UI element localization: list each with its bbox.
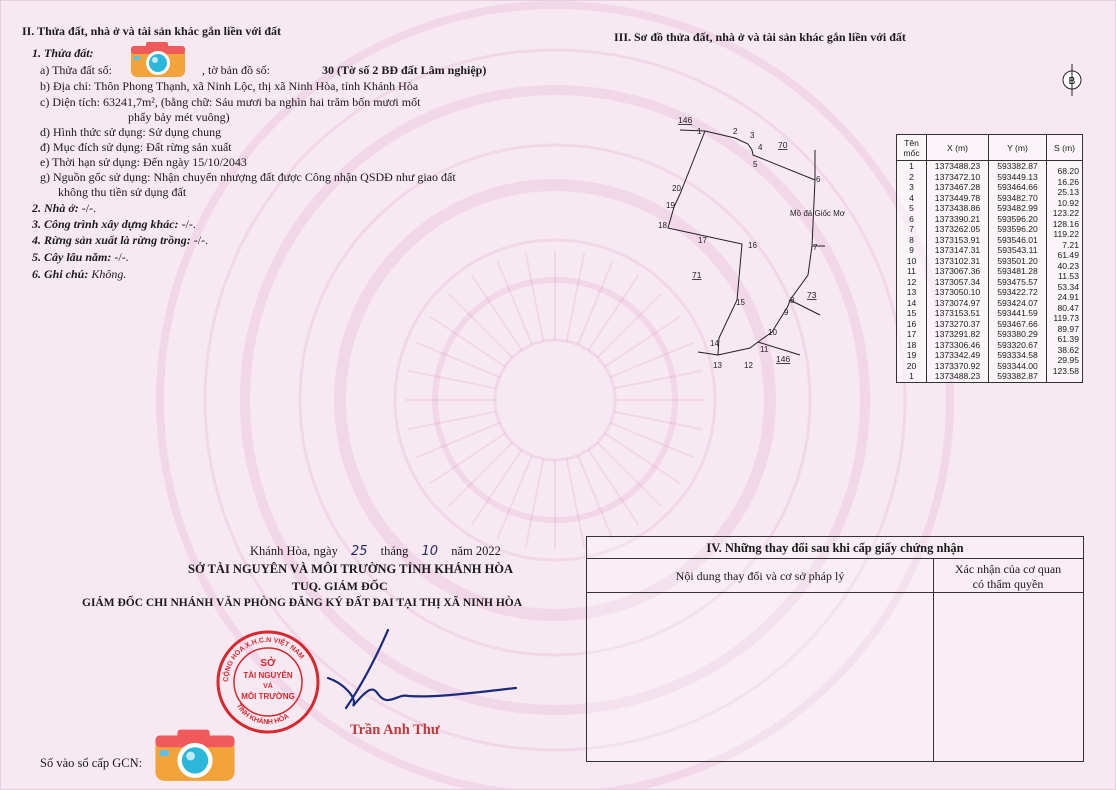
col-confirmation-line-2: có thẩm quyền bbox=[972, 577, 1044, 591]
cell-marker: 15 bbox=[897, 308, 927, 319]
cell-marker: 16 bbox=[897, 319, 927, 330]
cell-marker: 18 bbox=[897, 340, 927, 351]
coordinate-table bbox=[896, 134, 1083, 383]
map-label-146-top: 146 bbox=[678, 115, 693, 125]
cell-s: 40.23 bbox=[1047, 261, 1083, 272]
date-month-label: tháng bbox=[380, 544, 409, 558]
cell-y: 593449.13 bbox=[989, 172, 1047, 183]
cell-s: 123.58 bbox=[1047, 366, 1083, 377]
cell-marker: 6 bbox=[897, 214, 927, 225]
cell-s: 11.53 bbox=[1047, 271, 1083, 282]
vertex-label: 6 bbox=[816, 175, 821, 184]
cell-y: 593424.07 bbox=[989, 298, 1047, 309]
item-2-value: -/-. bbox=[78, 201, 97, 215]
cell-s: 29.95 bbox=[1047, 355, 1083, 366]
camera-sticker-icon bbox=[154, 729, 236, 783]
cell-x: 1373370.92 bbox=[927, 361, 989, 372]
cell-y: 593320.67 bbox=[989, 340, 1047, 351]
cell-x: 1373153.51 bbox=[927, 308, 989, 319]
item-3-label: 3. Công trình xây dựng khác: bbox=[32, 217, 179, 231]
item-6-label: 6. Ghi chú: bbox=[32, 267, 89, 281]
date-prefix: Khánh Hòa, ngày bbox=[250, 544, 338, 558]
table-row bbox=[897, 161, 1083, 172]
vertex-label: 20 bbox=[672, 184, 681, 193]
vertex-label: 9 bbox=[784, 308, 789, 317]
cell-s: 61.49 bbox=[1047, 250, 1083, 261]
item-5-value: -/-. bbox=[111, 250, 129, 264]
vertex-label: 2 bbox=[733, 127, 738, 136]
cell-marker: 17 bbox=[897, 329, 927, 340]
cell-y: 593380.29 bbox=[989, 329, 1047, 340]
col-s: S (m) bbox=[1047, 135, 1083, 161]
cell-s: 128.16 bbox=[1047, 219, 1083, 230]
item-3 bbox=[32, 217, 196, 232]
cell-y: 593501.20 bbox=[989, 256, 1047, 267]
cell-x: 1373270.37 bbox=[927, 319, 989, 330]
cell-y: 593467.66 bbox=[989, 319, 1047, 330]
col-marker: Tên mốc bbox=[897, 135, 927, 161]
item-1-label: 1. Thửa đất: bbox=[32, 46, 94, 60]
cell-x: 1373438.86 bbox=[927, 203, 989, 214]
cell-x: 1373147.31 bbox=[927, 245, 989, 256]
item-6-value: Không. bbox=[88, 267, 127, 281]
cell-s: 89.97 bbox=[1047, 324, 1083, 335]
stamp-line-4: MÔI TRƯỜNG bbox=[241, 692, 295, 701]
cell-s: 38.62 bbox=[1047, 345, 1083, 356]
cell-s: 7.21 bbox=[1047, 240, 1083, 251]
vertex-label: 15 bbox=[736, 298, 745, 307]
cell-x: 1373342.49 bbox=[927, 350, 989, 361]
cell-marker: 13 bbox=[897, 287, 927, 298]
cell-y: 593543.11 bbox=[989, 245, 1047, 256]
cell-y: 593481.28 bbox=[989, 266, 1047, 277]
cell-y: 593475.57 bbox=[989, 277, 1047, 288]
vertex-label: 18 bbox=[658, 221, 667, 230]
parcel-map bbox=[640, 110, 860, 380]
map-label-73: 73 bbox=[807, 290, 817, 300]
cell-y: 593441.59 bbox=[989, 308, 1047, 319]
area-line-2: phẩy bảy mét vuông) bbox=[128, 110, 230, 124]
col-confirmation bbox=[933, 562, 1083, 592]
cell-marker: 3 bbox=[897, 182, 927, 193]
cell-s: 16.26 bbox=[1047, 177, 1083, 188]
vertex-label: 5 bbox=[753, 160, 758, 169]
cell-y: 593344.00 bbox=[989, 361, 1047, 372]
date-year: năm 2022 bbox=[451, 544, 501, 558]
item-3-value: -/-. bbox=[178, 217, 196, 231]
parcel-number-label: a) Thửa đất số: bbox=[40, 63, 112, 77]
stamp-ring-text: CỘNG HÒA X.H.C.N VIỆT NAM bbox=[222, 636, 305, 683]
cell-x: 1373074.97 bbox=[927, 298, 989, 309]
section-4-title: IV. Những thay đổi sau khi cấp giấy chứng nhận bbox=[587, 537, 1083, 559]
cell-marker: 12 bbox=[897, 277, 927, 288]
stamp-line-2: TÀI NGUYÊN bbox=[243, 671, 293, 680]
cell-s: 119.22 bbox=[1047, 229, 1083, 240]
cell-y: 593482.70 bbox=[989, 193, 1047, 204]
changes-table-header bbox=[587, 559, 1083, 593]
cell-y: 593422.72 bbox=[989, 287, 1047, 298]
director-title: GIÁM ĐỐC CHI NHÁNH VĂN PHÒNG ĐĂNG KÝ ĐẤT ĐAI TẠI THỊ XÃ NINH HÒA bbox=[82, 597, 523, 609]
cell-x: 1373390.21 bbox=[927, 214, 989, 225]
cell-x: 1373153.91 bbox=[927, 235, 989, 246]
cell-x: 1373449.78 bbox=[927, 193, 989, 204]
item-4 bbox=[32, 233, 208, 248]
item-2 bbox=[32, 201, 96, 216]
cell-y: 593482.99 bbox=[989, 203, 1047, 214]
map-label-71: 71 bbox=[692, 270, 702, 280]
cell-x: 1373050.10 bbox=[927, 287, 989, 298]
usage-purpose: đ) Mục đích sử dụng: Đất rừng sản xuất bbox=[40, 140, 232, 154]
cell-marker: 4 bbox=[897, 193, 927, 204]
vertex-label: 12 bbox=[744, 361, 753, 370]
vertex-label: 13 bbox=[713, 361, 722, 370]
vertex-label: 14 bbox=[710, 339, 719, 348]
map-label-146-bottom: 146 bbox=[776, 354, 791, 364]
usage-form: d) Hình thức sử dụng: Sử dụng chung bbox=[40, 125, 222, 139]
cell-marker: 1 bbox=[897, 161, 927, 172]
cell-y: 593464.66 bbox=[989, 182, 1047, 193]
vertex-label: 11 bbox=[760, 345, 769, 354]
cell-s: 119.73 bbox=[1047, 313, 1083, 324]
stamp-bottom-text: TỈNH KHÁNH HÒA bbox=[234, 702, 291, 727]
stamp-line-1: SỞ bbox=[260, 658, 276, 669]
stamp-line-3: VÀ bbox=[263, 683, 273, 690]
vertex-label: 4 bbox=[758, 143, 763, 152]
cell-marker: 20 bbox=[897, 361, 927, 372]
handwritten-signature bbox=[318, 628, 518, 718]
section-3-title: III. Sơ đồ thửa đất, nhà ở và tài sản khác gắn liền với đất bbox=[614, 30, 906, 44]
cell-s: 80.47 bbox=[1047, 303, 1083, 314]
vertex-label: 7 bbox=[813, 243, 818, 252]
cell-y: 593596.20 bbox=[989, 214, 1047, 225]
issuing-organization: SỞ TÀI NGUYÊN VÀ MÔI TRƯỜNG TỈNH KHÁNH HÒA bbox=[188, 562, 514, 576]
item-2-label: 2. Nhà ở: bbox=[32, 201, 79, 215]
signer-name: Trần Anh Thư bbox=[350, 722, 440, 738]
coordinate-table-wrapper bbox=[896, 134, 1083, 383]
section-2-title: II. Thửa đất, nhà ở và tài sản khác gắn liền với đất bbox=[22, 24, 282, 38]
map-label-grave: Mồ đá Giốc Mơ bbox=[790, 209, 846, 218]
col-x: X (m) bbox=[927, 135, 989, 161]
cell-x: 1373488.23 bbox=[927, 371, 989, 382]
vertex-label: 10 bbox=[768, 328, 777, 337]
cell-x: 1373102.31 bbox=[927, 256, 989, 267]
north-arrow-icon bbox=[1060, 62, 1084, 98]
cell-y: 593546.01 bbox=[989, 235, 1047, 246]
cell-s: 53.34 bbox=[1047, 282, 1083, 293]
map-sheet-value: 30 (Tờ số 2 BĐ đất Lâm nghiệp) bbox=[322, 63, 487, 77]
sign-date-line bbox=[250, 544, 501, 559]
cell-s: 25.13 bbox=[1047, 187, 1083, 198]
cell-x: 1373306.46 bbox=[927, 340, 989, 351]
map-label-70: 70 bbox=[778, 140, 788, 150]
cell-x: 1373488.23 bbox=[927, 161, 989, 172]
cell-s bbox=[1047, 376, 1083, 387]
cell-s: 123.22 bbox=[1047, 208, 1083, 219]
cell-marker: 8 bbox=[897, 235, 927, 246]
register-number-label: Số vào sổ cấp GCN: bbox=[40, 756, 143, 770]
vertex-label: 16 bbox=[748, 241, 757, 250]
cell-marker: 1 bbox=[897, 371, 927, 382]
usage-origin-line-2: không thu tiền sử dụng đất bbox=[58, 185, 187, 199]
cell-marker: 2 bbox=[897, 172, 927, 183]
cell-s: 10.92 bbox=[1047, 198, 1083, 209]
vertex-label: 19 bbox=[666, 201, 675, 210]
cell-s: 24.91 bbox=[1047, 292, 1083, 303]
cell-marker: 7 bbox=[897, 224, 927, 235]
cell-y: 593382.87 bbox=[989, 161, 1047, 172]
cell-marker: 19 bbox=[897, 350, 927, 361]
address-line: b) Địa chỉ: Thôn Phong Thạnh, xã Ninh Lộc, thị xã Ninh Hòa, tỉnh Khánh Hòa bbox=[40, 79, 419, 93]
usage-term: e) Thời hạn sử dụng: Đến ngày 15/10/2043 bbox=[40, 155, 247, 169]
cell-marker: 9 bbox=[897, 245, 927, 256]
cell-y: 593382.87 bbox=[989, 371, 1047, 382]
item-4-value: -/-. bbox=[190, 233, 209, 247]
cell-y: 593596.20 bbox=[989, 224, 1047, 235]
cell-x: 1373291.82 bbox=[927, 329, 989, 340]
cell-marker: 5 bbox=[897, 203, 927, 214]
cell-marker: 10 bbox=[897, 256, 927, 267]
cell-x: 1373067.36 bbox=[927, 266, 989, 277]
cell-marker: 11 bbox=[897, 266, 927, 277]
vertex-label: 3 bbox=[750, 131, 755, 140]
cell-x: 1373057.34 bbox=[927, 277, 989, 288]
cell-x: 1373467.28 bbox=[927, 182, 989, 193]
changes-table bbox=[586, 536, 1084, 762]
cell-y: 593334.58 bbox=[989, 350, 1047, 361]
cell-s: 61.39 bbox=[1047, 334, 1083, 345]
map-sheet-label: , tờ bản đồ số: bbox=[202, 63, 271, 77]
area-line-1: c) Diện tích: 63241,7m², (bằng chữ: Sáu mươi ba nghìn hai trăm bốn mươi mốt bbox=[40, 95, 421, 109]
usage-origin-line-1: g) Nguồn gốc sử dụng: Nhận chuyển nhượng đất được Công nhận QSDĐ như giao đất bbox=[40, 170, 456, 184]
svg-text:TỈNH KHÁNH HÒA bbox=[235, 703, 291, 726]
authorization-line: TUQ. GIÁM ĐỐC bbox=[292, 579, 388, 593]
cell-marker: 14 bbox=[897, 298, 927, 309]
date-month: 10 bbox=[421, 544, 439, 559]
cell-x: 1373262.05 bbox=[927, 224, 989, 235]
col-y: Y (m) bbox=[989, 135, 1047, 161]
col-confirmation-line-1: Xác nhận của cơ quan bbox=[954, 562, 1062, 576]
item-5 bbox=[32, 250, 129, 265]
date-day: 25 bbox=[350, 544, 368, 559]
cell-s: 68.20 bbox=[1047, 166, 1083, 177]
vertex-label: 17 bbox=[698, 236, 707, 245]
col-change-content: Nội dung thay đổi và cơ sở pháp lý bbox=[675, 569, 845, 583]
cell-x: 1373472.10 bbox=[927, 172, 989, 183]
north-letter: B bbox=[1068, 76, 1076, 87]
vertex-label: 1 bbox=[697, 127, 702, 136]
item-4-label: 4. Rừng sản xuất là rừng trồng: bbox=[32, 233, 191, 247]
camera-sticker-icon bbox=[130, 42, 186, 78]
column-divider bbox=[933, 559, 934, 761]
official-stamp bbox=[212, 628, 324, 736]
vertex-label: 8 bbox=[790, 296, 795, 305]
item-6 bbox=[32, 267, 126, 282]
item-5-label: 5. Cây lâu năm: bbox=[32, 250, 112, 264]
